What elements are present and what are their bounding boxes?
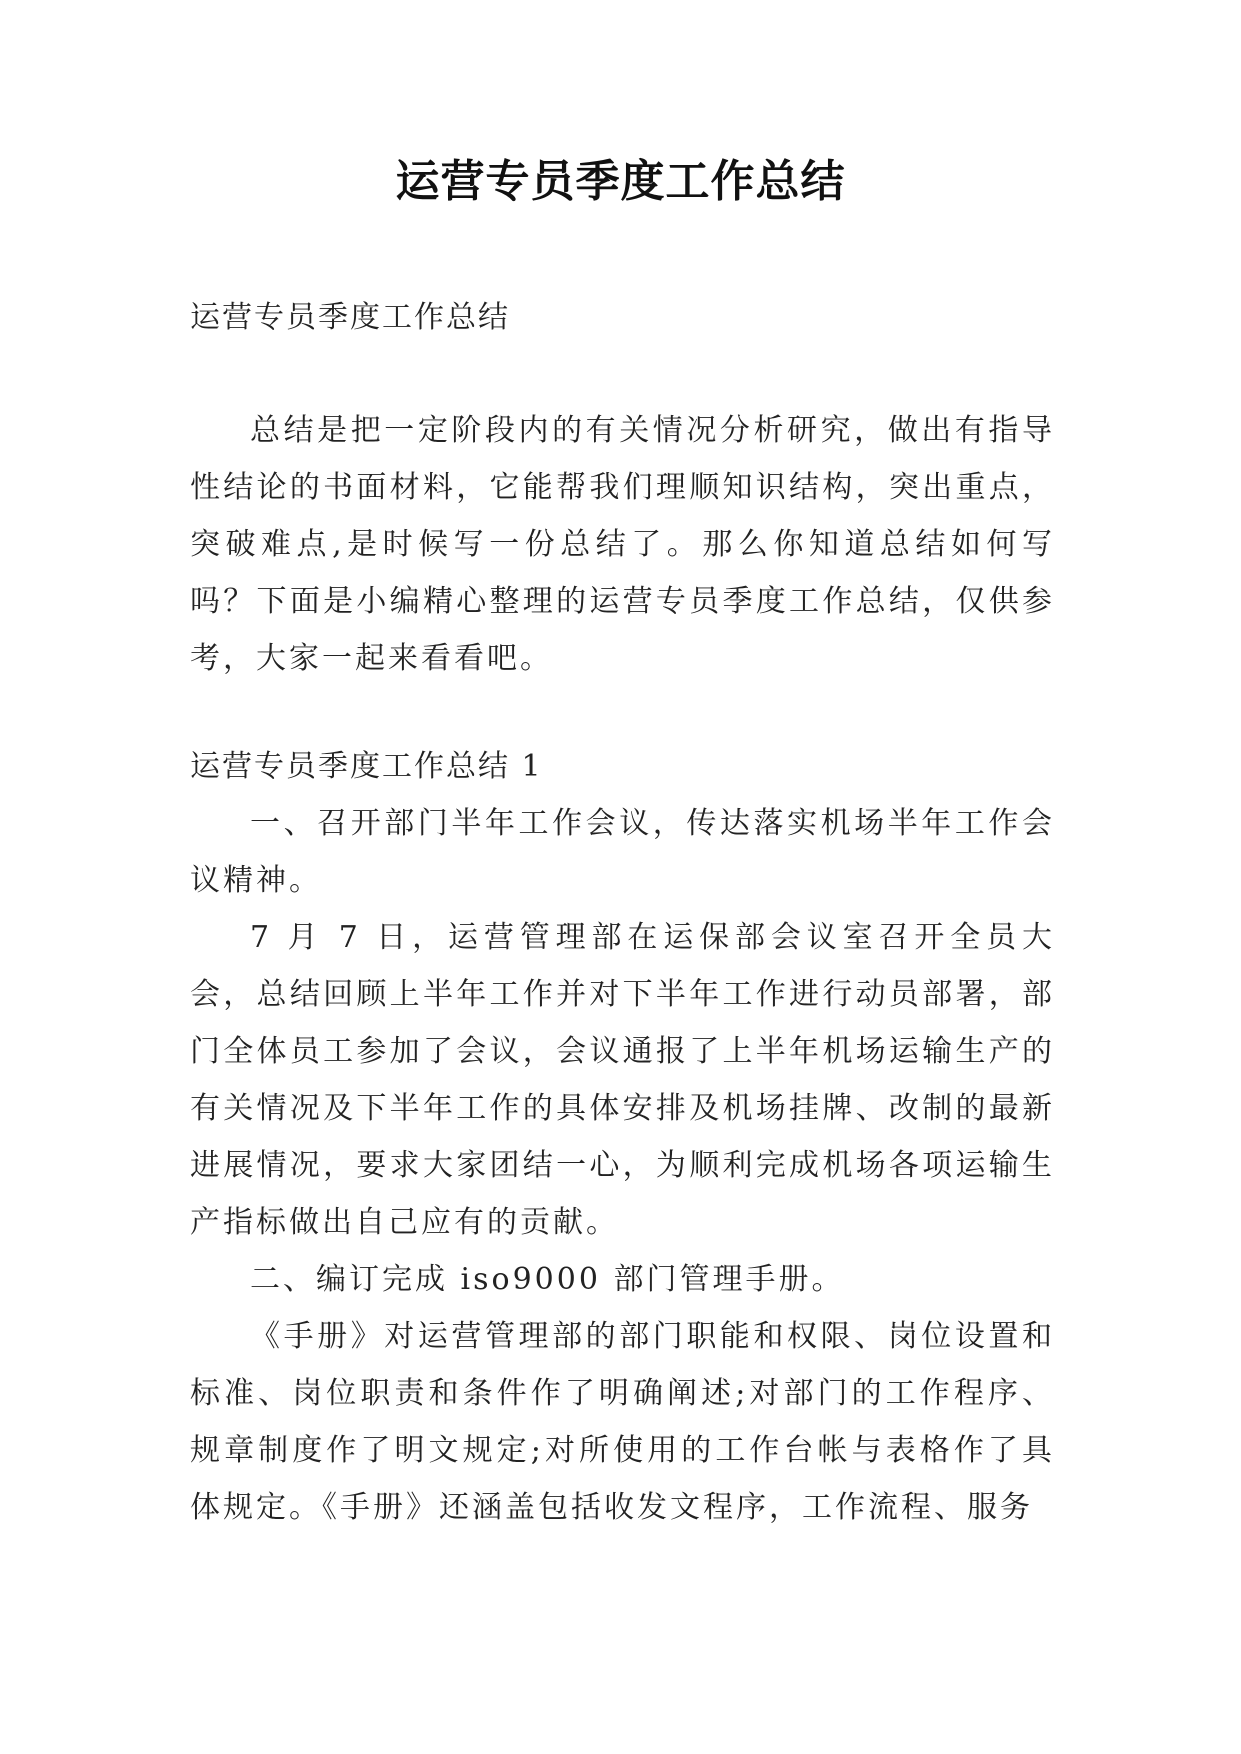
document-body [190,290,1055,1536]
spacer [190,346,1055,402]
document-title: 运营专员季度工作总结 [395,156,846,207]
body-paragraph: 7 月 7 日，运营管理部在运保部会议室召开全员大会，总结回顾上半年工作并对下半年工作进行动员部署，部门全体员工参加了会议，会议通报了上半年机场运输生产的有关情况及下半年工作的具体安排及机场挂牌、改制的最新进展情况，要求大家团结一心，为顺利完成机场各项运输生产指标做出自己应有的贡献。 [190,920,1055,1240]
spacer [190,687,1055,739]
section-heading: 运营专员季度工作总结 1 [190,749,543,784]
body-paragraph: 一、召开部门半年工作会议，传达落实机场半年工作会议精神。 [190,806,1055,898]
document-subtitle: 运营专员季度工作总结 [190,300,510,335]
intro-paragraph: 总结是把一定阶段内的有关情况分析研究，做出有指导性结论的书面材料，它能帮我们理顺知识结构，突出重点，突破难点,是时候写一份总结了。那么你知道总结如何写吗？下面是小编精心整理的运营专员季度工作总结，仅供参考，大家一起来看看吧。 [190,413,1055,676]
body-paragraph: 《手册》对运营管理部的部门职能和权限、岗位设置和标准、岗位职责和条件作了明确阐述;对部门的工作程序、规章制度作了明文规定;对所使用的工作台帐与表格作了具体规定。《手册》还涵盖包括收发文程序，工作流程、服务 [190,1319,1055,1525]
body-paragraph: 二、编订完成 iso9000 部门管理手册。 [250,1262,845,1297]
